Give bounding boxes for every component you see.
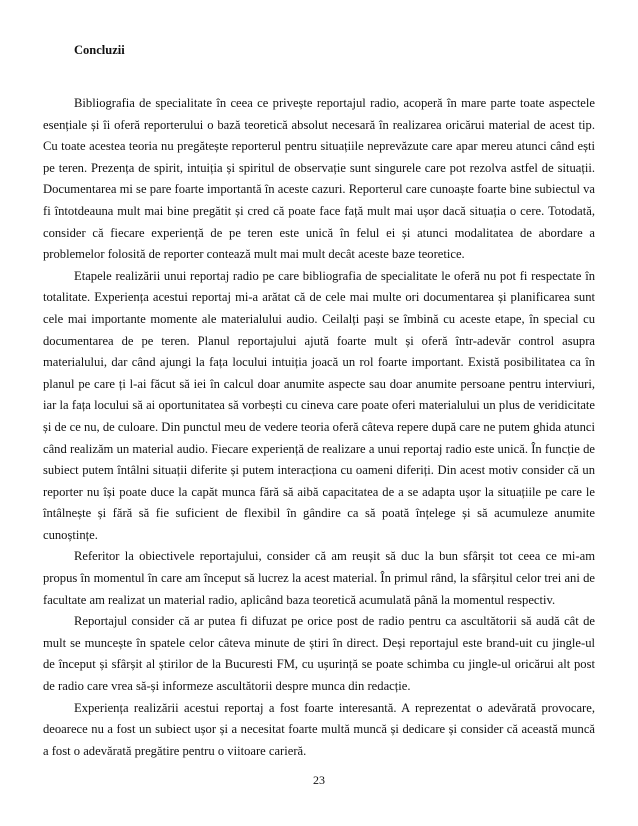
- paragraph-1: Bibliografia de specialitate în ceea ce privește reportajul radio, acoperă în mare parte toate aspectele esențiale și îi oferă reporterului o bază teoretică absolut necesară în realizarea oricărui material de acest tip. Cu toate acestea teoria nu pregătește reporterul pentru situațiile neprevăzute care apar mereu atunci când ești pe teren. Prezența de spirit, intuiția și spiritul de observație sunt singurele care pot rezolva astfel de situații. Documentarea mi se pare foarte importantă în aceste cazuri. Reporterul care cunoaște foarte bine subiectul va fi întotdeauna mult mai bine pregătit și cred că poate face față mult mai ușor dacă situația o cere. Totodată, consider că fiecare experiență de pe teren este unică în felul ei și atunci modalitatea de abordare a problemelor folosită de reporter contează mult mai mult decât aceste baze teoretice.: [43, 96, 595, 262]
- paragraph-4: Reportajul consider că ar putea fi difuzat pe orice post de radio pentru ca ascultătorii să audă cât de mult se muncește în spatele celor câteva minute de știri în direct. Deși reportajul este brand-uit cu jingle-ul de început și sfârșit al știrilor de la Bucuresti FM, cu ușurință se poate schimba cu jingle-ul oricărui alt post de radio care vrea să-și informeze ascultătorii despre munca din redacție.: [43, 614, 595, 694]
- body-text: [43, 93, 595, 762]
- paragraph-5: Experiența realizării acestui reportaj a fost foarte interesantă. A reprezentat o adevărată provocare, deoarece nu a fost un subiect ușor și a necesitat foarte multă muncă și dedicare și consider că această muncă a fost o adevărată pregătire pentru o viitoare carieră.: [43, 700, 595, 758]
- paragraph-3: Referitor la obiectivele reportajului, consider că am reușit să duc la bun sfârșit tot ceea ce mi-am propus în momentul în care am început să lucrez la acest material. În primul rând, la sfârșitul celor trei ani de facultate am realizat un material radio, aplicând baza teoretică acumulată până la momentul respectiv.: [43, 549, 595, 607]
- page-number: 23: [313, 773, 325, 787]
- paragraph-2: Etapele realizării unui reportaj radio pe care bibliografia de specialitate le oferă nu pot fi respectate în totalitate. Experiența acestui reportaj mi-a arătat că de cele mai multe ori documentarea și planificarea sunt cele mai importante momente ale materialului audio. Ceilalți pași se îmbină cu aceste etape, în special cu documentarea de pe teren. Planul reportajului ajută foarte mult și oferă într-adevăr control asupra materialului, dar când ajungi la fața locului intuiția joacă un rol foarte important. Există posibilitatea ca în planul pe care ți l-ai făcut să iei în calcul doar anumite aspecte sau doar anumite persoane pentru interviuri, iar la fața locului să ai oportunitatea să vorbești cu cineva care poate oferi materialului un plus de veridicitate și de ce nu, de culoare. Din punctul meu de vedere teoria oferă câteva repere după care ne putem ghida atunci când realizăm un material audio. Fiecare experiență de realizare a unui reportaj radio este unică. În funcție de subiect putem întâlni situații diferite și putem interacționa cu oameni diferiți. Din acest motiv consider că un reporter nu își poate duce la capăt munca fără să aibă capacitatea de a se adapta ușor la situațiile pe care le întâlnește și fără să fie suficient de flexibil în gândire ca să poată înțelege și să acumuleze anumite cunoștințe.: [43, 268, 595, 542]
- section-heading: Concluzii: [74, 43, 125, 57]
